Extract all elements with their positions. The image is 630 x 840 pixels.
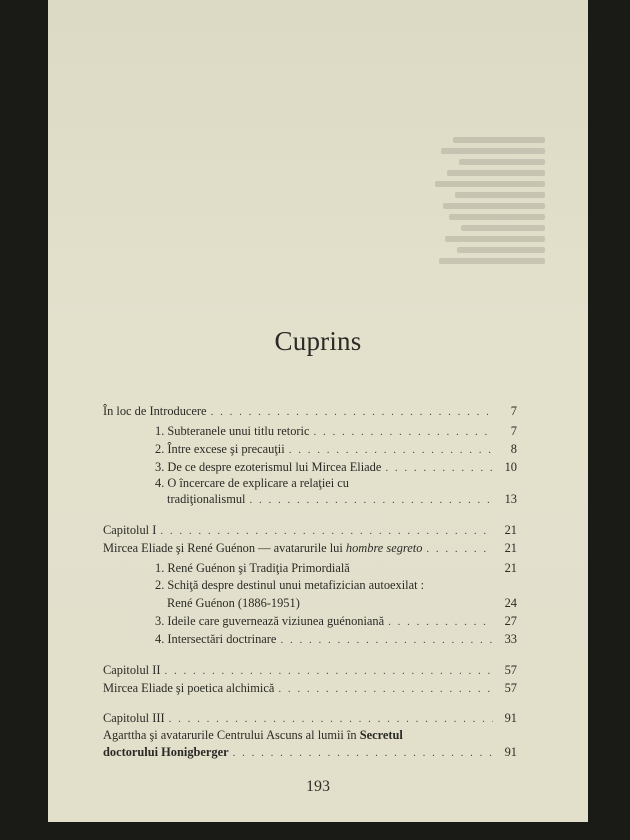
toc-page-number: 10 <box>504 460 517 474</box>
toc-entry-label: În loc de Introducere <box>103 404 207 418</box>
book-page <box>48 0 588 822</box>
subtitle-text: Agarttha şi avatarurile Centrului Ascuns al lumii în <box>103 728 360 742</box>
toc-page-number: 57 <box>504 681 517 695</box>
leader-dots <box>388 615 493 630</box>
toc-entry-label: Capitolul II <box>103 663 161 677</box>
leader-dots <box>314 425 494 440</box>
toc-entry-label: 2. Între excese şi precauţii <box>155 442 285 456</box>
toc-entry-label <box>103 541 422 556</box>
show-through-text <box>424 74 564 266</box>
toc-entry-label: 1. René Guénon şi Tradiţia Primordială <box>155 561 350 575</box>
toc-entry-label: 3. Ideile care guvernează viziunea guénoniană <box>155 614 385 628</box>
leader-dots <box>426 542 493 557</box>
toc-page-number: 21 <box>504 561 517 575</box>
toc-entry-chapter-1-3 <box>103 614 517 630</box>
toc-entry-label: 3. De ce despre ezoterismul lui Mircea Eliade <box>155 460 382 474</box>
toc-entry-intro-3 <box>103 460 517 476</box>
leader-dots <box>164 664 493 679</box>
toc-entry-label: doctorului Honigberger <box>103 745 229 759</box>
subtitle-italic-text: hombre segreto <box>345 541 423 555</box>
toc-page-number: 21 <box>504 523 517 537</box>
leader-dots <box>233 746 493 761</box>
leader-dots <box>385 461 493 476</box>
toc-entry-label: Mircea Eliade şi poetica alchimică <box>103 681 275 695</box>
toc-entry-chapter-3-subtitle <box>103 745 517 761</box>
toc-page-number: 57 <box>504 663 517 677</box>
toc-page-number: 24 <box>504 596 517 610</box>
toc-entry-label: René Guénon (1886-1951) <box>167 596 300 610</box>
toc-page-number: 91 <box>504 711 517 725</box>
leader-dots <box>280 633 493 648</box>
toc-page-number: 27 <box>504 614 517 628</box>
toc-page-number: 21 <box>504 541 517 555</box>
toc-entry-chapter-2 <box>103 663 517 679</box>
toc-entry-chapter-1 <box>103 523 517 539</box>
subtitle-text: Mircea Eliade şi René Guénon — avatarurile lui <box>103 541 346 555</box>
leader-dots <box>289 443 493 458</box>
toc-page-number: 13 <box>504 492 517 506</box>
toc-entry-label: 4. Intersectări doctrinare <box>155 632 277 646</box>
toc-page-number: 7 <box>510 424 517 438</box>
toc-entry-chapter-2-subtitle <box>103 681 517 697</box>
leader-dots <box>278 682 493 697</box>
toc-page-number: 33 <box>504 632 517 646</box>
toc-entry-intro-4-line1: 4. O încercare de explicare a relaţiei cu <box>155 476 349 490</box>
page-number: 193 <box>306 778 330 795</box>
toc-entry-chapter-1-4 <box>103 632 517 648</box>
toc-entry-label: 1. Subteranele unui titlu retoric <box>155 424 310 438</box>
toc-entry-label: Capitolul III <box>103 711 165 725</box>
leader-dots <box>211 405 493 420</box>
toc-entry-intro-2 <box>103 442 517 458</box>
leader-dots <box>169 712 493 727</box>
toc-entry-chapter-1-2 <box>103 596 517 612</box>
toc-entry-chapter-3 <box>103 711 517 727</box>
leader-dots <box>249 493 493 508</box>
toc-entry-chapter-1-subtitle <box>103 541 517 557</box>
leader-dots <box>160 524 493 539</box>
toc-entry-intro-4 <box>103 492 517 508</box>
toc-page-number: 91 <box>504 745 517 759</box>
toc-entry-label: Capitolul I <box>103 523 157 537</box>
toc-entry-intro <box>103 404 517 420</box>
toc-entry-intro-1 <box>103 424 517 440</box>
toc-entry-chapter-1-2-line1: 2. Schiţă despre destinul unui metafizician autoexilat : <box>155 578 425 592</box>
page-title: Cuprins <box>274 326 362 356</box>
toc-entry-chapter-1-1 <box>103 561 517 577</box>
subtitle-bold-text: Secretul <box>359 728 403 742</box>
toc-page-number: 8 <box>510 442 517 456</box>
toc-entry-label: tradiţionalismul <box>167 492 246 506</box>
toc-page-number: 7 <box>510 404 517 418</box>
toc-entry-chapter-3-subtitle-line1 <box>103 728 403 743</box>
